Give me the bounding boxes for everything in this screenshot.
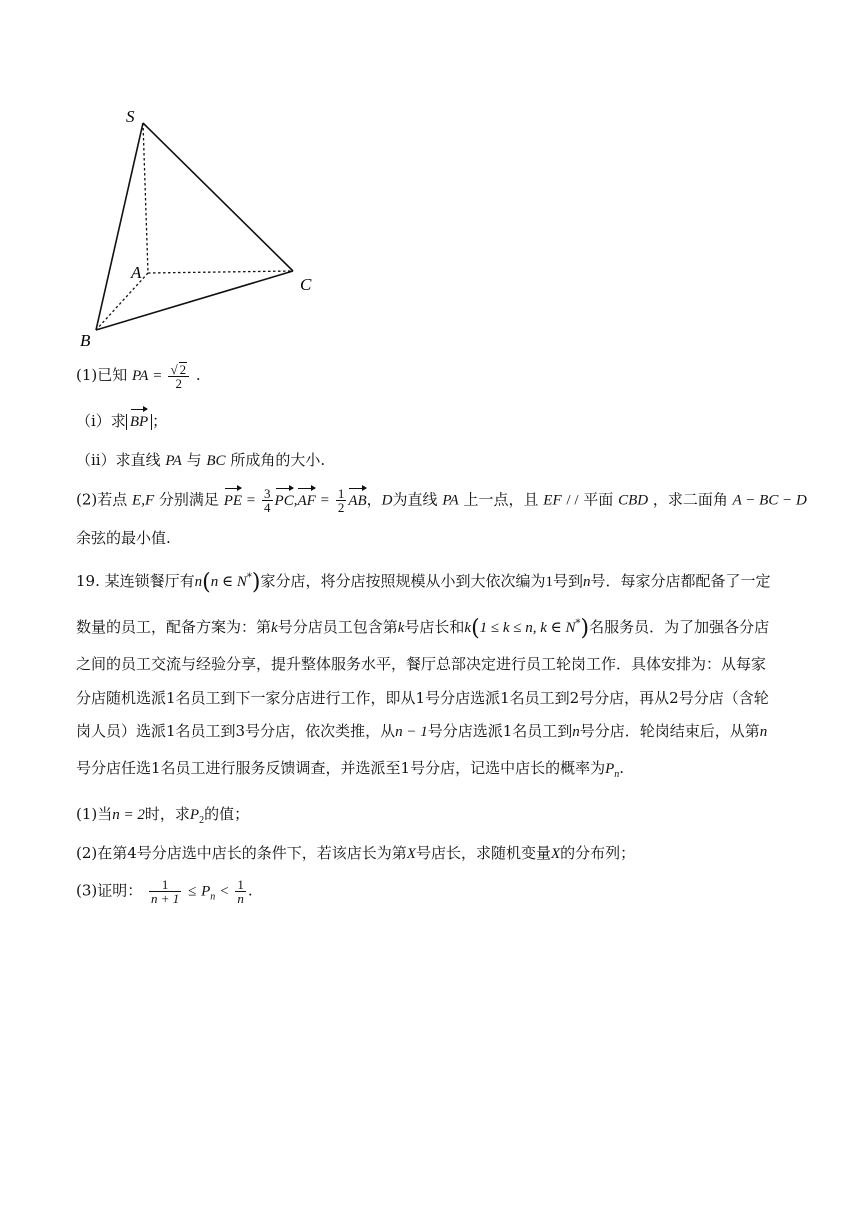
abs-vector: BP <box>126 414 152 430</box>
vertex-label-S: S <box>126 107 135 126</box>
edge-SA <box>143 123 148 273</box>
q18-sub-ii: （ii）求直线 PA 与 BC 所成角的大小. <box>76 451 326 469</box>
q19-line3: 之间的员工交流与经验分享，提升整体服务水平，餐厅总部决定进行员工轮岗工作．具体安排为：从每家 <box>76 655 767 673</box>
q19-line1: 19. 某连锁餐厅有n(n ∈ N*)家分店，将分店按照规模从小到大依次编为1号到n号．每家分店都配备了一定 <box>76 570 771 595</box>
q19-line5: 岗人员）选派1名员工到3号分店，依次类推，从n − 1号分店选派1名员工到n号分店．轮岗结束后，从第n <box>76 722 768 740</box>
edge-SB <box>96 123 143 330</box>
fraction: $\frac{1}{2}$ <box>337 486 345 515</box>
q19-line6: 号分店任选1名员工进行服务反馈调查，并选派至1号分店，记选中店长的概率为$P_n$. <box>76 759 625 780</box>
fraction: $\frac{√ 2}{2}$ <box>168 362 189 390</box>
math-op: = <box>153 368 162 384</box>
question-number: 19. <box>76 572 100 590</box>
tetrahedron-figure <box>70 100 340 355</box>
vertex-label-A: A <box>131 263 142 282</box>
edge-AC <box>148 271 293 273</box>
q18-part2: (2)若点 E,F 分别满足 PE = $\frac{3}{4}$ PC,AF = $\frac{1}{2}$ AB，D为直线 PA 上一点，且 EF / / 平面 CBD ，求二面角 A − BC − D <box>76 486 807 515</box>
q18-sub-i: （i）求 BP ； <box>76 409 167 434</box>
fraction: $\frac{1}{n + 1}$ <box>151 877 180 906</box>
vertex-label-C: C <box>300 275 312 294</box>
q19-sub1: (1)当n = 2时，求$P_2$的值； <box>76 805 250 826</box>
part-label: (1)已知 <box>76 366 128 384</box>
fraction: $\frac{3}{4}$ <box>264 486 271 515</box>
q19-line4: 分店随机选派1名员工到下一家分店进行工作，即从1号分店选派1名员工到2号分店，再从2号分店（含轮 <box>76 689 769 707</box>
q19-line2: 数量的员工，配备方案为：第k号分店员工包含第k号店长和k(1 ≤ k ≤ n, k ∈ N*)名服务员．为了加强各分店 <box>76 616 770 641</box>
q18-part1: (1)已知 PA = $\frac{√ 2}{2}$ . <box>76 362 201 391</box>
edge-SC <box>143 123 293 271</box>
fraction: $\frac{1}{n}$ <box>237 877 244 906</box>
q18-part2-line2: 余弦的最小值. <box>76 529 171 547</box>
math-var: PA <box>132 368 149 384</box>
edge-BC <box>96 271 293 330</box>
vertex-label-B: B <box>80 331 91 350</box>
q19-sub2: (2)在第4号分店选中店长的条件下，若该店长为第X号店长，求随机变量X的分布列； <box>76 844 636 862</box>
q19-sub3: (3)证明： $\frac{1}{n + 1}$ ≤ $P_n$ < $\frac{1}{n}$ . <box>76 877 253 906</box>
